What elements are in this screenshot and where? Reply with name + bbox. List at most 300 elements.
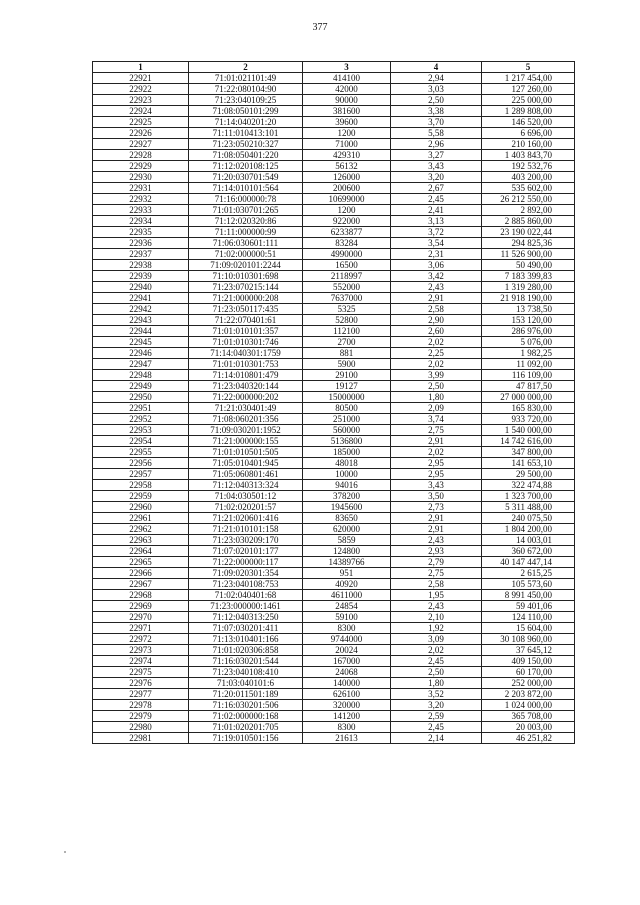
table-row [93, 513, 575, 524]
rate-cell: 2,90 [391, 315, 482, 326]
rate-cell: 3,06 [391, 260, 482, 271]
cadastral-number-cell: 71:19:010501:156 [189, 733, 303, 744]
value-cell: 5 076,00 [482, 337, 575, 348]
row-number-cell: 22928 [93, 150, 189, 161]
table-row [93, 425, 575, 436]
cadastral-number-cell: 71:07:030201:411 [189, 623, 303, 634]
row-number-cell: 22949 [93, 381, 189, 392]
row-number-cell: 22952 [93, 414, 189, 425]
row-number-cell: 22946 [93, 348, 189, 359]
value-cell: 20 003,00 [482, 722, 575, 733]
row-number-cell: 22969 [93, 601, 189, 612]
table-row [93, 139, 575, 150]
row-number-cell: 22958 [93, 480, 189, 491]
row-number-cell: 22957 [93, 469, 189, 480]
value-cell: 5 311 488,00 [482, 502, 575, 513]
rate-cell: 3,50 [391, 491, 482, 502]
area-cell: 80500 [303, 403, 391, 414]
rate-cell: 2,50 [391, 95, 482, 106]
row-number-cell: 22943 [93, 315, 189, 326]
table-row [93, 216, 575, 227]
row-number-cell: 22971 [93, 623, 189, 634]
rate-cell: 2,95 [391, 469, 482, 480]
value-cell: 365 708,00 [482, 711, 575, 722]
area-cell: 20024 [303, 645, 391, 656]
cadastral-number-cell: 71:11:010413:101 [189, 128, 303, 139]
value-cell: 30 108 960,00 [482, 634, 575, 645]
table-row [93, 480, 575, 491]
table-row [93, 73, 575, 84]
cadastral-number-cell: 71:13:010401:166 [189, 634, 303, 645]
rate-cell: 3,13 [391, 216, 482, 227]
value-cell: 1 540 000,00 [482, 425, 575, 436]
table-row [93, 722, 575, 733]
table-row [93, 106, 575, 117]
table-row [93, 524, 575, 535]
area-cell: 320000 [303, 700, 391, 711]
page-number: 377 [312, 22, 328, 33]
table-row [93, 260, 575, 271]
cadastral-number-cell: 71:07:020101:177 [189, 546, 303, 557]
table-row [93, 183, 575, 194]
value-cell: 60 170,00 [482, 667, 575, 678]
value-cell: 322 474,88 [482, 480, 575, 491]
cadastral-number-cell: 71:01:020201:705 [189, 722, 303, 733]
table-row [93, 337, 575, 348]
rate-cell: 2,31 [391, 249, 482, 260]
area-cell: 1945600 [303, 502, 391, 513]
rate-cell: 2,58 [391, 579, 482, 590]
area-cell: 185000 [303, 447, 391, 458]
row-number-cell: 22979 [93, 711, 189, 722]
table-row [93, 293, 575, 304]
value-cell: 252 000,00 [482, 678, 575, 689]
table-row [93, 227, 575, 238]
cadastral-number-cell: 71:21:010101:158 [189, 524, 303, 535]
rate-cell: 3,27 [391, 150, 482, 161]
cadastral-number-cell: 71:01:010301:753 [189, 359, 303, 370]
table-row [93, 161, 575, 172]
area-cell: 4611000 [303, 590, 391, 601]
row-number-cell: 22973 [93, 645, 189, 656]
value-cell: 347 800,00 [482, 447, 575, 458]
table-row [93, 689, 575, 700]
row-number-cell: 22975 [93, 667, 189, 678]
rate-cell: 2,50 [391, 381, 482, 392]
table-row [93, 711, 575, 722]
table-row [93, 392, 575, 403]
table-row [93, 700, 575, 711]
rate-cell: 2,79 [391, 557, 482, 568]
value-cell: 1 982,25 [482, 348, 575, 359]
rate-cell: 2,41 [391, 205, 482, 216]
rate-cell: 1,80 [391, 678, 482, 689]
cadastral-number-cell: 71:02:020201:57 [189, 502, 303, 513]
table-row [93, 733, 575, 744]
value-cell: 535 602,00 [482, 183, 575, 194]
value-cell: 225 000,00 [482, 95, 575, 106]
table-row [93, 667, 575, 678]
table-row [93, 249, 575, 260]
table-row [93, 128, 575, 139]
cadastral-number-cell: 71:09:030201:1952 [189, 425, 303, 436]
row-number-cell: 22945 [93, 337, 189, 348]
table-row [93, 205, 575, 216]
rate-cell: 3,20 [391, 172, 482, 183]
row-number-cell: 22980 [93, 722, 189, 733]
cadastral-number-cell: 71:09:020101:2244 [189, 260, 303, 271]
row-number-cell: 22925 [93, 117, 189, 128]
cadastral-number-cell: 71:12:020108:125 [189, 161, 303, 172]
table-row [93, 414, 575, 425]
cadastral-number-cell: 71:08:050401:220 [189, 150, 303, 161]
table-row [93, 348, 575, 359]
table-row [93, 546, 575, 557]
value-cell: 14 742 616,00 [482, 436, 575, 447]
rate-cell: 1,95 [391, 590, 482, 601]
cadastral-number-cell: 71:23:040108:753 [189, 579, 303, 590]
rate-cell: 3,43 [391, 161, 482, 172]
rate-cell: 2,25 [391, 348, 482, 359]
area-cell: 5859 [303, 535, 391, 546]
area-cell: 126000 [303, 172, 391, 183]
rate-cell: 2,45 [391, 722, 482, 733]
row-number-cell: 22921 [93, 73, 189, 84]
value-cell: 21 918 190,00 [482, 293, 575, 304]
area-cell: 881 [303, 348, 391, 359]
rate-cell: 1,92 [391, 623, 482, 634]
area-cell: 29100 [303, 370, 391, 381]
rate-cell: 2,96 [391, 139, 482, 150]
area-cell: 167000 [303, 656, 391, 667]
area-cell: 19127 [303, 381, 391, 392]
rate-cell: 2,59 [391, 711, 482, 722]
table-row [93, 436, 575, 447]
row-number-cell: 22965 [93, 557, 189, 568]
row-number-cell: 22927 [93, 139, 189, 150]
table-row [93, 634, 575, 645]
area-cell: 112100 [303, 326, 391, 337]
area-cell: 4990000 [303, 249, 391, 260]
value-cell: 146 520,00 [482, 117, 575, 128]
rate-cell: 2,75 [391, 425, 482, 436]
table-row [93, 579, 575, 590]
row-number-cell: 22966 [93, 568, 189, 579]
table-row [93, 359, 575, 370]
cadastral-number-cell: 71:22:070401:61 [189, 315, 303, 326]
cadastral-number-cell: 71:09:020301:354 [189, 568, 303, 579]
rate-cell: 3,54 [391, 238, 482, 249]
rate-cell: 3,43 [391, 480, 482, 491]
area-cell: 2700 [303, 337, 391, 348]
area-cell: 40920 [303, 579, 391, 590]
cadastral-number-cell: 71:12:040313:324 [189, 480, 303, 491]
row-number-cell: 22968 [93, 590, 189, 601]
cadastral-number-cell: 71:20:030701:549 [189, 172, 303, 183]
area-cell: 552000 [303, 282, 391, 293]
area-cell: 16500 [303, 260, 391, 271]
row-number-cell: 22935 [93, 227, 189, 238]
table-row [93, 172, 575, 183]
area-cell: 42000 [303, 84, 391, 95]
value-cell: 1 804 200,00 [482, 524, 575, 535]
row-number-cell: 22922 [93, 84, 189, 95]
value-cell: 11 526 900,00 [482, 249, 575, 260]
row-number-cell: 22963 [93, 535, 189, 546]
row-number-cell: 22972 [93, 634, 189, 645]
cadastral-number-cell: 71:02:000000:168 [189, 711, 303, 722]
rate-cell: 3,20 [391, 700, 482, 711]
value-cell: 192 532,76 [482, 161, 575, 172]
rate-cell: 2,94 [391, 73, 482, 84]
table-row [93, 601, 575, 612]
row-number-cell: 22930 [93, 172, 189, 183]
value-cell: 403 200,00 [482, 172, 575, 183]
table-row [93, 315, 575, 326]
cadastral-number-cell: 71:22:000000:202 [189, 392, 303, 403]
table-row [93, 95, 575, 106]
area-cell: 620000 [303, 524, 391, 535]
value-cell: 409 150,00 [482, 656, 575, 667]
rate-cell: 2,73 [391, 502, 482, 513]
row-number-cell: 22947 [93, 359, 189, 370]
cadastral-number-cell: 71:01:010301:746 [189, 337, 303, 348]
value-cell: 105 573,60 [482, 579, 575, 590]
cadastral-number-cell: 71:23:030209:170 [189, 535, 303, 546]
cadastral-number-cell: 71:23:050117:435 [189, 304, 303, 315]
rate-cell: 2,50 [391, 667, 482, 678]
cadastral-number-cell: 71:05:060801:461 [189, 469, 303, 480]
column-header: 3 [303, 62, 391, 73]
area-cell: 71000 [303, 139, 391, 150]
value-cell: 14 003,01 [482, 535, 575, 546]
value-cell: 1 024 000,00 [482, 700, 575, 711]
value-cell: 1 217 454,00 [482, 73, 575, 84]
rate-cell: 2,60 [391, 326, 482, 337]
row-number-cell: 22924 [93, 106, 189, 117]
cadastral-number-cell: 71:21:000000:155 [189, 436, 303, 447]
table-row [93, 194, 575, 205]
value-cell: 210 160,00 [482, 139, 575, 150]
area-cell: 39600 [303, 117, 391, 128]
cadastral-number-cell: 71:23:070215:144 [189, 282, 303, 293]
value-cell: 141 653,10 [482, 458, 575, 469]
row-number-cell: 22977 [93, 689, 189, 700]
row-number-cell: 22923 [93, 95, 189, 106]
cadastral-number-cell: 71:14:040301:1759 [189, 348, 303, 359]
area-cell: 2118997 [303, 271, 391, 282]
cadastral-number-cell: 71:23:040109:25 [189, 95, 303, 106]
row-number-cell: 22936 [93, 238, 189, 249]
cadastral-number-cell: 71:12:040313:250 [189, 612, 303, 623]
row-number-cell: 22955 [93, 447, 189, 458]
table-row [93, 381, 575, 392]
cadastral-number-cell: 71:02:000000:51 [189, 249, 303, 260]
table-header-row [93, 62, 575, 73]
rate-cell: 1,80 [391, 392, 482, 403]
area-cell: 7637000 [303, 293, 391, 304]
rate-cell: 2,75 [391, 568, 482, 579]
cadastral-number-cell: 71:21:020601:416 [189, 513, 303, 524]
value-cell: 2 203 872,00 [482, 689, 575, 700]
area-cell: 10000 [303, 469, 391, 480]
value-cell: 2 615,25 [482, 568, 575, 579]
cadastral-number-cell: 71:14:040201:20 [189, 117, 303, 128]
row-number-cell: 22941 [93, 293, 189, 304]
value-cell: 6 696,00 [482, 128, 575, 139]
table-row [93, 568, 575, 579]
table-row [93, 271, 575, 282]
table-row [93, 623, 575, 634]
value-cell: 240 075,50 [482, 513, 575, 524]
rate-cell: 2,91 [391, 513, 482, 524]
cadastral-number-cell: 71:12:020320:86 [189, 216, 303, 227]
rate-cell: 2,10 [391, 612, 482, 623]
rate-cell: 2,43 [391, 601, 482, 612]
table-row [93, 150, 575, 161]
area-cell: 94016 [303, 480, 391, 491]
rate-cell: 2,43 [391, 535, 482, 546]
area-cell: 24068 [303, 667, 391, 678]
table-row [93, 502, 575, 513]
value-cell: 294 825,36 [482, 238, 575, 249]
row-number-cell: 22976 [93, 678, 189, 689]
row-number-cell: 22964 [93, 546, 189, 557]
value-cell: 29 500,00 [482, 469, 575, 480]
area-cell: 48018 [303, 458, 391, 469]
row-number-cell: 22967 [93, 579, 189, 590]
row-number-cell: 22929 [93, 161, 189, 172]
rate-cell: 2,58 [391, 304, 482, 315]
rate-cell: 2,45 [391, 194, 482, 205]
rate-cell: 2,02 [391, 645, 482, 656]
cadastral-number-cell: 71:14:010801:479 [189, 370, 303, 381]
area-cell: 200600 [303, 183, 391, 194]
area-cell: 90000 [303, 95, 391, 106]
value-cell: 2 892,00 [482, 205, 575, 216]
table-row [93, 645, 575, 656]
row-number-cell: 22956 [93, 458, 189, 469]
area-cell: 1200 [303, 205, 391, 216]
cadastral-number-cell: 71:01:010501:505 [189, 447, 303, 458]
table-row [93, 656, 575, 667]
area-cell: 14389766 [303, 557, 391, 568]
value-cell: 46 251,82 [482, 733, 575, 744]
value-cell: 15 604,00 [482, 623, 575, 634]
area-cell: 1200 [303, 128, 391, 139]
cadastral-number-cell: 71:01:020306:858 [189, 645, 303, 656]
row-number-cell: 22948 [93, 370, 189, 381]
area-cell: 251000 [303, 414, 391, 425]
rate-cell: 2,91 [391, 524, 482, 535]
cadastral-number-cell: 71:02:040401:68 [189, 590, 303, 601]
cadastral-number-cell: 71:08:050101:299 [189, 106, 303, 117]
value-cell: 165 830,00 [482, 403, 575, 414]
row-number-cell: 22954 [93, 436, 189, 447]
area-cell: 140000 [303, 678, 391, 689]
row-number-cell: 22942 [93, 304, 189, 315]
row-number-cell: 22937 [93, 249, 189, 260]
cadastral-number-cell: 71:08:060201:356 [189, 414, 303, 425]
value-cell: 1 289 808,00 [482, 106, 575, 117]
table-row [93, 282, 575, 293]
value-cell: 124 110,00 [482, 612, 575, 623]
row-number-cell: 22950 [93, 392, 189, 403]
table-row [93, 590, 575, 601]
cadastral-number-cell: 71:14:010101:564 [189, 183, 303, 194]
cadastral-number-cell: 71:23:040320:144 [189, 381, 303, 392]
column-header: 2 [189, 62, 303, 73]
cadastral-number-cell: 71:16:000000:78 [189, 194, 303, 205]
rate-cell: 2,14 [391, 733, 482, 744]
cadastral-number-cell: 71:22:080104:90 [189, 84, 303, 95]
rate-cell: 3,72 [391, 227, 482, 238]
row-number-cell: 22953 [93, 425, 189, 436]
rate-cell: 2,02 [391, 337, 482, 348]
row-number-cell: 22938 [93, 260, 189, 271]
rate-cell: 2,02 [391, 359, 482, 370]
area-cell: 626100 [303, 689, 391, 700]
cadastral-number-cell: 71:11:000000:99 [189, 227, 303, 238]
cadastral-number-cell: 71:04:030501:12 [189, 491, 303, 502]
value-cell: 933 720,00 [482, 414, 575, 425]
area-cell: 9744000 [303, 634, 391, 645]
row-number-cell: 22960 [93, 502, 189, 513]
row-number-cell: 22926 [93, 128, 189, 139]
value-cell: 37 645,12 [482, 645, 575, 656]
cadastral-number-cell: 71:16:030201:506 [189, 700, 303, 711]
table-row [93, 403, 575, 414]
rate-cell: 2,45 [391, 656, 482, 667]
area-cell: 52800 [303, 315, 391, 326]
value-cell: 59 401,06 [482, 601, 575, 612]
row-number-cell: 22944 [93, 326, 189, 337]
area-cell: 8300 [303, 722, 391, 733]
row-number-cell: 22962 [93, 524, 189, 535]
row-number-cell: 22970 [93, 612, 189, 623]
area-cell: 15000000 [303, 392, 391, 403]
row-number-cell: 22934 [93, 216, 189, 227]
table-row [93, 469, 575, 480]
rate-cell: 2,09 [391, 403, 482, 414]
area-cell: 21613 [303, 733, 391, 744]
value-cell: 26 212 550,00 [482, 194, 575, 205]
table-row [93, 117, 575, 128]
row-number-cell: 22932 [93, 194, 189, 205]
value-cell: 153 120,00 [482, 315, 575, 326]
rate-cell: 3,74 [391, 414, 482, 425]
cadastral-number-cell: 71:16:030201:544 [189, 656, 303, 667]
row-number-cell: 22931 [93, 183, 189, 194]
table-row [93, 370, 575, 381]
scan-speck [64, 851, 66, 853]
area-cell: 5325 [303, 304, 391, 315]
rate-cell: 2,91 [391, 293, 482, 304]
table-row [93, 84, 575, 95]
area-cell: 56132 [303, 161, 391, 172]
value-cell: 286 976,00 [482, 326, 575, 337]
row-number-cell: 22939 [93, 271, 189, 282]
value-cell: 13 738,50 [482, 304, 575, 315]
area-cell: 951 [303, 568, 391, 579]
value-cell: 50 490,00 [482, 260, 575, 271]
value-cell: 47 817,50 [482, 381, 575, 392]
area-cell: 24854 [303, 601, 391, 612]
table-row [93, 491, 575, 502]
value-cell: 1 323 700,00 [482, 491, 575, 502]
cadastral-number-cell: 71:21:030401:49 [189, 403, 303, 414]
cadastral-number-cell: 71:03:040101:6 [189, 678, 303, 689]
